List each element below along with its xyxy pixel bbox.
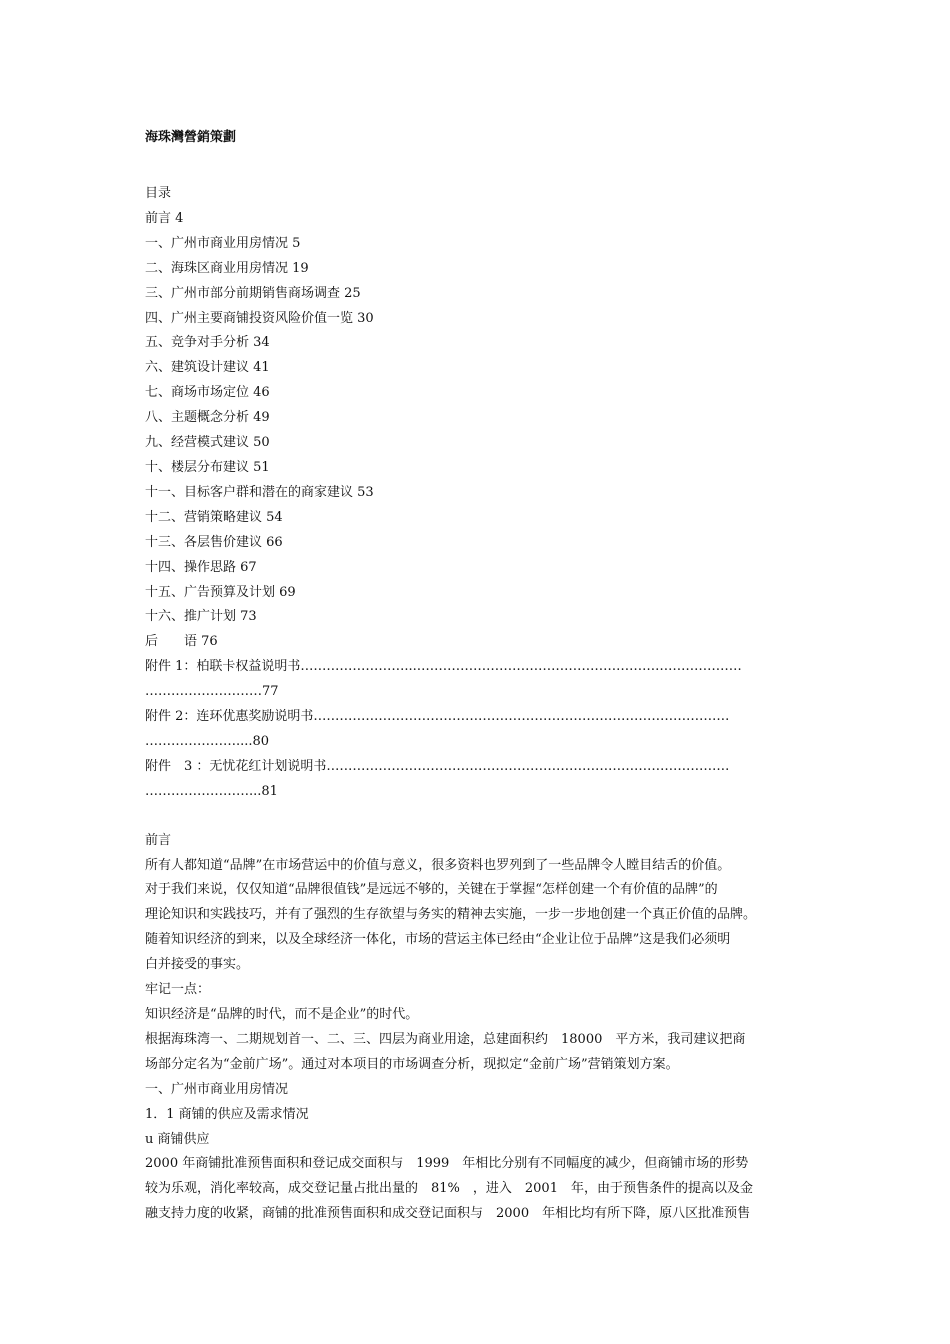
body-line: 融支持力度的收紧，商铺的批准预售面积和成交登记面积与 2000 年相比均有所下降，原八区批准预售 xyxy=(145,1206,751,1222)
toc-appendix-line: 附件 2：连环优惠奖励说明书…………………………………………………………………………………… xyxy=(145,709,730,725)
toc-appendix-line: 附件 3 ：无忧花红计划说明书………………………………………………………………………………… xyxy=(145,758,730,774)
body-line: 根据海珠湾一、二期规划首一、二、三、四层为商业用途，总建面积约 18000 平方米，我司建议把商 xyxy=(145,1031,746,1047)
body-line: 牢记一点： xyxy=(145,982,211,998)
subsection-heading: 1．1 商铺的供应及需求情况 xyxy=(145,1106,309,1122)
toc-item: 十四、操作思路 67 xyxy=(145,559,257,575)
toc-item: 十六、推广计划 73 xyxy=(145,609,257,625)
body-line: 场部分定名为“金前广场”。通过对本项目的市场调查分析，现拟定“金前广场”营销策划方案。 xyxy=(145,1056,679,1072)
document-body xyxy=(145,128,815,1227)
toc-appendix-line: 附件 1：柏联卡权益说明书……………………...………………………………………………………………… xyxy=(145,659,742,675)
body-line: 随着知识经济的到来，以及全球经济一体化，市场的营运主体已经由“企业让位于品牌”这是我们必须明 xyxy=(145,932,731,948)
preface-section xyxy=(145,829,815,1228)
toc-appendix-line: ………………………77 xyxy=(145,684,279,700)
toc-item: 十、楼层分布建议 51 xyxy=(145,459,270,475)
toc-item: 十三、各层售价建议 66 xyxy=(145,534,283,550)
toc-item: 九、经营模式建议 50 xyxy=(145,435,270,451)
body-line: 所有人都知道“品牌”在市场营运中的价值与意义，很多资料也罗列到了一些品牌令人瞠目结舌的价值。 xyxy=(145,857,731,873)
bullet-heading: u 商铺供应 xyxy=(145,1131,210,1147)
toc-item: 后 语 76 xyxy=(145,634,218,650)
toc-item: 五、竞争对手分析 34 xyxy=(145,335,270,351)
table-of-contents xyxy=(145,182,815,805)
toc-item: 四、广州主要商铺投资风险价值一览 30 xyxy=(145,310,374,326)
toc-item: 七、商场市场定位 46 xyxy=(145,385,270,401)
section-heading: 一、广州市商业用房情况 xyxy=(145,1081,289,1097)
toc-item: 二、海珠区商业用房情况 19 xyxy=(145,260,309,276)
body-line: 理论知识和实践技巧，并有了强烈的生存欲望与务实的精神去实施，一步一步地创建一个真正价值的品牌。 xyxy=(145,907,757,923)
preface-heading: 前言 xyxy=(145,832,172,848)
body-line: 2000 年商铺批准预售面积和登记成交面积与 1999 年相比分别有不同幅度的减少，但商铺市场的形势 xyxy=(145,1156,749,1172)
toc-item: 六、建筑设计建议 41 xyxy=(145,360,270,376)
toc-item: 八、主题概念分析 49 xyxy=(145,410,270,426)
toc-heading: 目录 xyxy=(145,186,172,201)
toc-item: 十二、营销策略建议 54 xyxy=(145,509,283,525)
toc-item: 十一、目标客户群和潜在的商家建议 53 xyxy=(145,484,374,500)
body-line: 对于我们来说，仅仅知道“品牌很值钱”是远远不够的，关键在于掌握“怎样创建一个有价值的品牌”的 xyxy=(145,882,718,898)
body-line: 知识经济是“品牌的时代，而不是企业”的时代。 xyxy=(145,1007,419,1022)
toc-item: 前言 4 xyxy=(145,210,184,226)
toc-item: 一、广州市商业用房情况 5 xyxy=(145,235,301,251)
toc-appendix-line: …………………....80 xyxy=(145,733,270,749)
body-line: 白并接受的事实。 xyxy=(145,957,250,973)
body-line: 较为乐观，消化率较高，成交登记量占批出量的 81% ，进入 2001 年，由于预售条件的提高以及金 xyxy=(145,1181,753,1197)
toc-item: 三、广州市部分前期销售商场调查 25 xyxy=(145,285,361,301)
toc-appendix-line: ……………………...81 xyxy=(145,783,278,799)
document-title: 海珠灣營銷策劃 xyxy=(145,130,237,145)
toc-item: 十五、广告预算及计划 69 xyxy=(145,584,296,600)
